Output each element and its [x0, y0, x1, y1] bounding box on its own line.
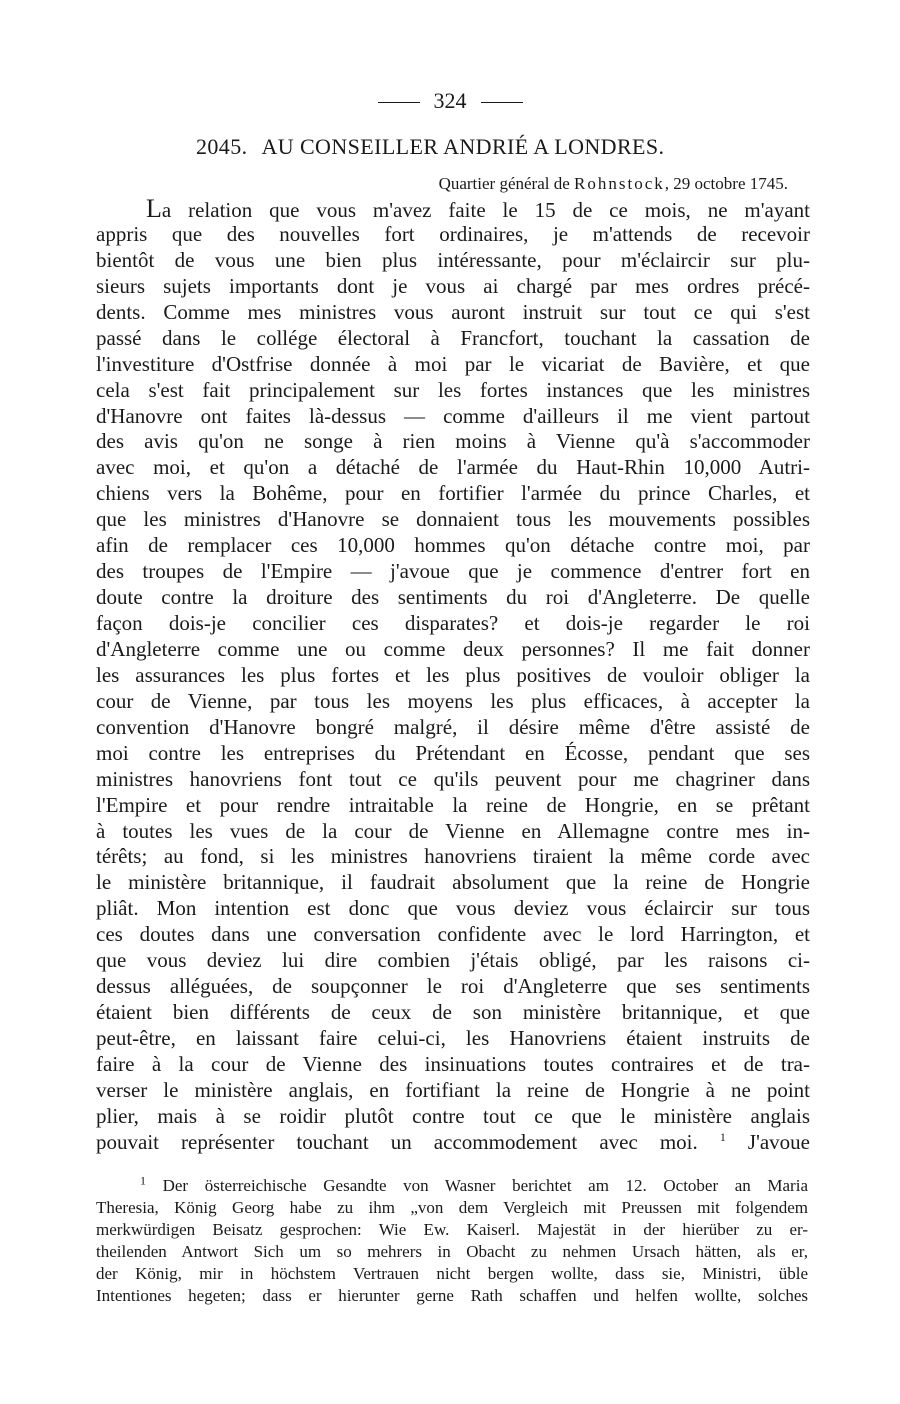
body-line: d'Angleterre comme une ou comme deux personnes? Il me fait donner: [96, 636, 810, 661]
body-line: sieurs sujets importants dont je vous ai chargé par mes ordres précé-: [96, 273, 810, 298]
body-line: convention d'Hanovre bongré malgré, il désire même d'être assisté de: [96, 714, 810, 739]
body-line: ces doutes dans une conversation confidente avec le lord Harrington, et: [96, 922, 810, 947]
body-line: à toutes les vues de la cour de Vienne en Allemagne contre mes in-: [96, 818, 810, 843]
body-line: bientôt de vous une bien plus intéressante, pour m'éclaircir sur plu-: [96, 247, 810, 272]
body-line: cela s'est fait principalement sur les fortes instances que les ministres: [96, 377, 810, 402]
body-line: afin de remplacer ces 10,000 hommes qu'on détache contre moi, par: [96, 533, 810, 558]
footnote-line: Theresia, König Georg habe zu ihm „von dem Vergleich mit Preussen mit folgendem: [96, 1198, 808, 1217]
body-line: cour de Vienne, par tous les moyens les plus efficaces, à accepter la: [96, 688, 810, 713]
body-line: passé dans le collége électoral à Francfort, touchant la cassation de: [96, 325, 810, 350]
dateline-place: Rohnstock: [574, 174, 665, 193]
body-line: verser le ministère anglais, en fortifiant la reine de Hongrie à ne point: [96, 1077, 810, 1102]
dateline: [330, 173, 788, 195]
body-line: moi contre les entreprises du Prétendant en Écosse, pendant que ses: [96, 740, 810, 765]
body-line: dents. Comme mes ministres vous auront instruit sur tout ce qui s'est: [96, 299, 810, 324]
page-number-left-rule: [378, 102, 420, 103]
body-line-text: a relation que vous m'avez faite le 15 de ce mois, ne m'ayant: [161, 198, 810, 222]
body-line: que les ministres d'Hanovre se donnaient tous les mouvements possibles: [96, 507, 810, 532]
footnote-text: Der österreichische Gesandte von Wasner berichtet am 12. October an Maria: [146, 1176, 808, 1195]
body-line: d'Hanovre ont faites là-dessus — comme d'ailleurs il me vient partout: [96, 403, 810, 428]
page-number-text: 324: [433, 88, 467, 113]
dateline-date: , 29 octobre 1745.: [664, 174, 788, 193]
footnote-line: der König, mir in höchstem Vertrauen nicht bergen wollte, dass sie, Ministri, üble: [96, 1264, 808, 1283]
footnote-reference: 1: [719, 1129, 726, 1144]
body-line: étaient bien différents de ceux de son ministère britannique, et que: [96, 1000, 810, 1025]
body-line: avec moi, et qu'on a détaché de l'armée du Haut-Rhin 10,000 Autri-: [96, 455, 810, 480]
page-number-right-rule: [481, 102, 523, 103]
dateline-prefix: Quartier général de: [438, 174, 570, 193]
body-line: les assurances les plus fortes et les plus positives de vouloir obliger la: [96, 662, 810, 687]
body-line: chiens vers la Bohême, pour en fortifier l'armée du prince Charles, et: [96, 481, 810, 506]
body-line: que vous deviez lui dire combien j'étais obligé, par les raisons ci-: [96, 948, 810, 973]
body-line: [96, 196, 810, 222]
footnote-line: Intentiones hegeten; dass er hierunter gerne Rath schaffen und helfen wollte, solches: [96, 1286, 808, 1305]
body-line: appris que des nouvelles fort ordinaires, je m'attends de recevoir: [96, 221, 810, 246]
body-line: ministres hanovriens font tout ce qu'ils peuvent pour me chagriner dans: [96, 766, 810, 791]
body-line: des troupes de l'Empire — j'avoue que je commence d'entrer fort en: [96, 559, 810, 584]
body-line: doute contre la droiture des sentiments du roi d'Angleterre. De quelle: [96, 585, 810, 610]
page-number: [0, 88, 900, 114]
body-line: peut-être, en laissant faire celui-ci, les Hanovriens étaient instruits de: [96, 1026, 810, 1050]
body-line-tail: J'avoue: [747, 1129, 810, 1154]
body-line: l'Empire et pour rendre intraitable la reine de Hongrie, en se prêtant: [96, 792, 810, 817]
body-line: dessus alléguées, de soupçonner le roi d'Angleterre que ses sentiments: [96, 974, 810, 999]
body-line: le ministère britannique, il faudrait absolument que la reine de Hongrie: [96, 870, 810, 895]
body-line: plier, mais à se roidir plutôt contre tout ce que le ministère anglais: [96, 1103, 810, 1128]
initial-letter: L: [146, 194, 162, 223]
body-line: faire à la cour de Vienne des insinuations toutes contraires et de tra-: [96, 1051, 810, 1076]
letter-number: 2045.: [196, 134, 248, 159]
body-line: des avis qu'on ne songe à rien moins à Vienne qu'à s'accommoder: [96, 429, 810, 454]
letter-body: [96, 196, 810, 1156]
body-line-text: pouvait représenter touchant un accommodement avec moi.: [96, 1129, 698, 1154]
footnote-line: theilenden Antwort Sich um so mehrers in Obacht zu nehmen Ursach hätten, als er,: [96, 1242, 808, 1261]
letter-heading: [196, 134, 816, 160]
footnote-line: [96, 1175, 808, 1197]
body-line: [96, 1130, 810, 1156]
body-line: pliât. Mon intention est donc que vous deviez vous éclaircir sur tous: [96, 896, 810, 921]
body-line: térêts; au fond, si les ministres hanovriens tiraient la même corde avec: [96, 844, 810, 869]
footnote-block: [96, 1175, 808, 1307]
footnote-marker: 1: [140, 1173, 146, 1188]
letter-title: AU CONSEILLER ANDRIÉ A LONDRES.: [261, 134, 665, 159]
body-line: l'investiture d'Ostfrise donnée à moi par le vicariat de Bavière, et que: [96, 351, 810, 376]
body-line: façon dois-je concilier ces disparates? et dois-je regarder le roi: [96, 611, 810, 635]
footnote-line: merkwürdigen Beisatz gesprochen: Wie Ew. Kaiserl. Majestät in der hierüber zu er-: [96, 1220, 808, 1239]
